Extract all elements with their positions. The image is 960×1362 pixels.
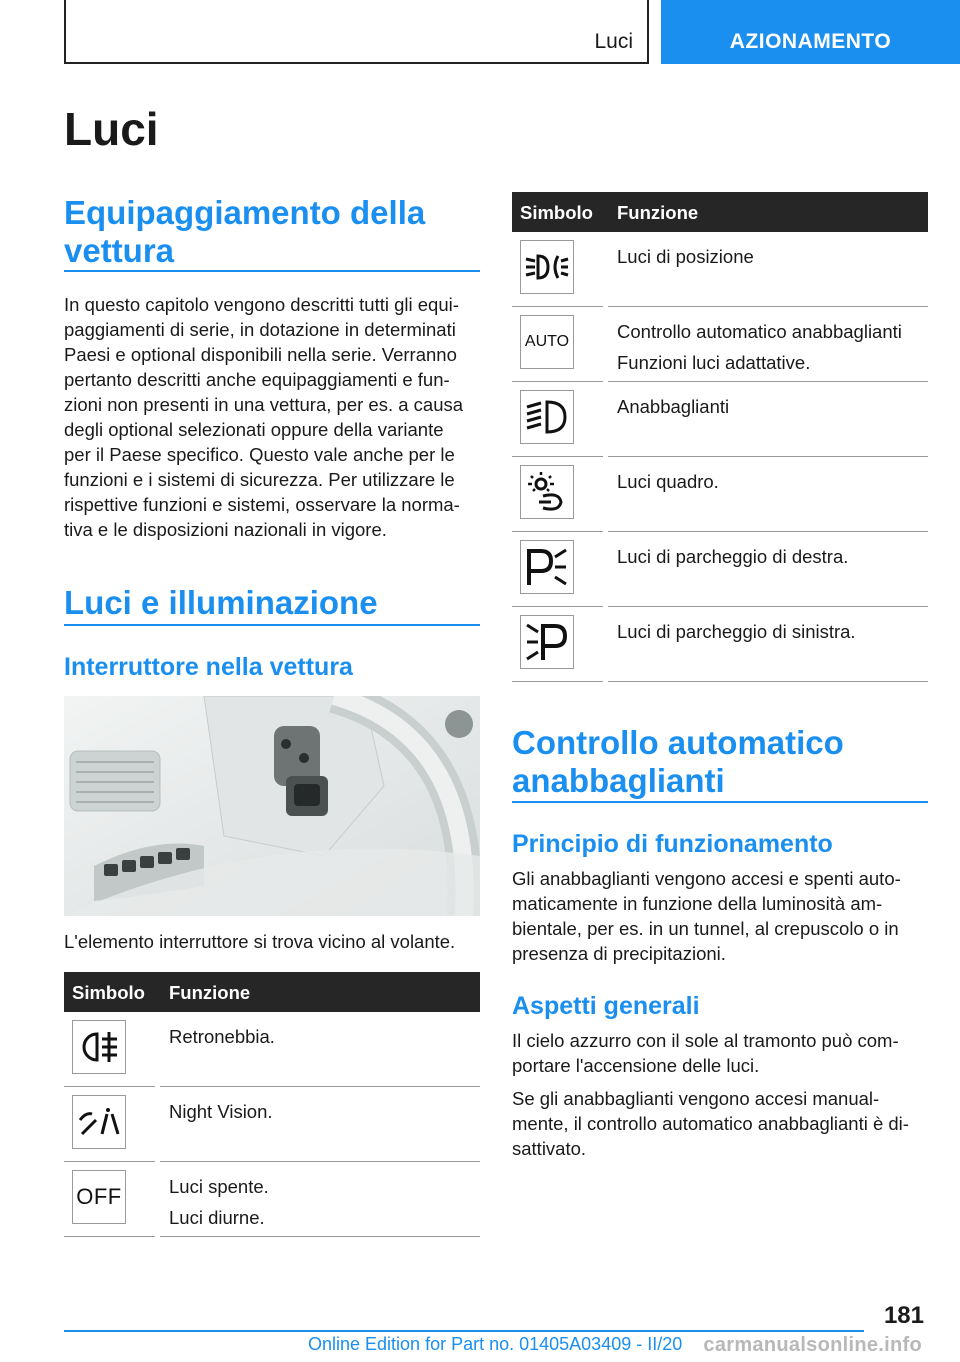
- low-beam-icon: [520, 390, 574, 444]
- function-text: Retronebbia.: [169, 1026, 275, 1047]
- page-title: Luci: [64, 103, 159, 155]
- table-row: [64, 1087, 480, 1162]
- text-line: sattivato.: [512, 1138, 587, 1159]
- auto-rule: [512, 801, 928, 803]
- light-switch-photo: [64, 696, 480, 916]
- function-text: Controllo automatico anabbaglianti Funzioni luci adattative.: [617, 321, 902, 373]
- footer-edition: Online Edition for Part no. 01405A03409 - II/20: [308, 1334, 683, 1354]
- table-row: [64, 1162, 480, 1237]
- table-row: [512, 607, 928, 682]
- symbol-table-left: [64, 972, 480, 1237]
- night-vision-icon: [72, 1095, 126, 1149]
- text-line: mente, il controllo automatico anabbaglianti è di-: [512, 1113, 909, 1134]
- text-line: rispettive funzioni e sistemi, osservare la norma-: [64, 494, 460, 515]
- column-symbol: Simbolo: [520, 202, 593, 223]
- page-number: 181: [883, 1302, 924, 1329]
- text-line: bientale, per es. in un tunnel, al crepuscolo o in: [512, 918, 899, 939]
- function-text: Luci quadro.: [617, 471, 719, 492]
- principle-heading: Principio di funzionamento: [512, 830, 833, 858]
- table-row: [512, 307, 928, 382]
- function-text: Luci spente. Luci diurne.: [169, 1176, 269, 1228]
- table-row: [64, 1012, 480, 1087]
- switch-subheading: Interruttore nella vettura: [64, 653, 353, 681]
- parking-left-icon: [520, 615, 574, 669]
- text-line: per il Paese specifico. Questo vale anche per le: [64, 444, 455, 465]
- text-line: Il cielo azzurro con il sole al tramonto può com-: [512, 1030, 899, 1051]
- text-line: maticamente in funzione della luminosità am-: [512, 893, 883, 914]
- lights-rule: [64, 624, 480, 626]
- text-line: zioni non presenti in una vettura, per es. a causa: [64, 394, 464, 415]
- text-line: Se gli anabbaglianti vengono accesi manual-: [512, 1088, 880, 1109]
- general-heading: Aspetti generali: [512, 992, 700, 1020]
- text-line: Paesi e optional disponibili nella serie. Verranno: [64, 344, 457, 365]
- function-text: Luci di parcheggio di destra.: [617, 546, 849, 567]
- table-header: [64, 972, 480, 1012]
- auto-icon: AUTO: [520, 315, 574, 369]
- text-line: tiva e le disposizioni nazionali in vigore.: [64, 519, 387, 540]
- table-row: [512, 457, 928, 532]
- text-line: presenza di precipitazioni.: [512, 943, 726, 964]
- photo-caption: L'elemento interruttore si trova vicino al volante.: [64, 931, 456, 952]
- table-header: [512, 192, 928, 232]
- intro-paragraph: [64, 292, 484, 542]
- table-row: [512, 382, 928, 457]
- intro-heading: Equipaggiamento della vettura: [64, 194, 426, 269]
- column-function: Funzione: [617, 202, 699, 223]
- function-text: Night Vision.: [169, 1101, 273, 1122]
- off-icon: OFF: [72, 1170, 126, 1224]
- text-line: funzioni e i sistemi di sicurezza. Per utilizzare le: [64, 469, 455, 490]
- text-line: portare l'accensione delle luci.: [512, 1055, 760, 1076]
- table-row: [512, 532, 928, 607]
- text-line: Gli anabbaglianti vengono accesi e spenti auto-: [512, 868, 901, 889]
- general-paragraph-2: [512, 1086, 932, 1161]
- watermark: carmanualsonline.info: [703, 1334, 922, 1356]
- text-line: pertanto descritti anche equipaggiamenti e fun-: [64, 369, 450, 390]
- rear-fog-light-icon: [72, 1020, 126, 1074]
- column-function: Funzione: [169, 982, 251, 1003]
- text-line: degli optional selezionati oppure della variante: [64, 419, 444, 440]
- function-text: Luci di parcheggio di sinistra.: [617, 621, 856, 642]
- symbol-table-right: [512, 192, 928, 682]
- header-chapter-title: AZIONAMENTO: [729, 30, 892, 53]
- header-chapter-tab[interactable]: [661, 0, 960, 64]
- intro-rule: [64, 270, 480, 272]
- auto-low-beam-heading: Controllo automatico anabbaglianti: [512, 724, 844, 799]
- general-paragraph-1: [512, 1028, 932, 1078]
- column-symbol: Simbolo: [72, 982, 145, 1003]
- principle-paragraph: [512, 866, 932, 966]
- text-line: paggiamenti di serie, in dotazione in determinati: [64, 319, 456, 340]
- header-section-box: [64, 0, 649, 64]
- function-text: Anabbaglianti: [617, 396, 730, 417]
- instrument-lighting-icon: [520, 465, 574, 519]
- lights-heading: Luci e illuminazione: [64, 584, 378, 621]
- parking-lights-icon: [520, 240, 574, 294]
- text-line: In questo capitolo vengono descritti tutti gli equi-: [64, 294, 459, 315]
- parking-right-icon: [520, 540, 574, 594]
- footer-rule: [64, 1330, 864, 1332]
- table-row: [512, 232, 928, 307]
- header-section-title: Luci: [594, 30, 633, 53]
- function-text: Luci di posizione: [617, 246, 754, 267]
